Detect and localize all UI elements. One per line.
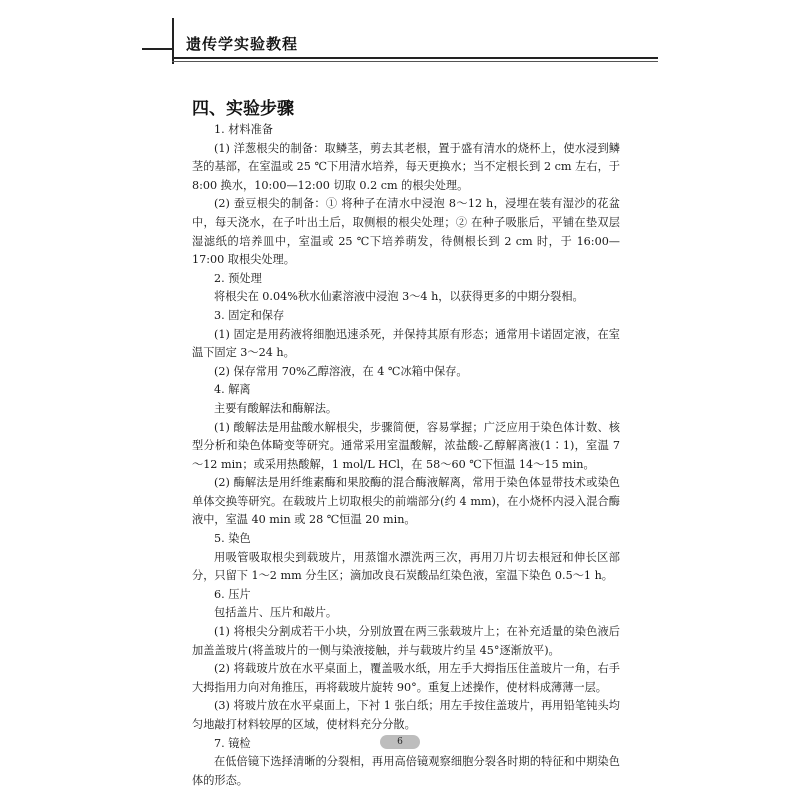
paragraph: 主要有酸解法和酶解法。 — [214, 401, 338, 415]
paragraph: 包括盖片、压片和敲片。 — [214, 606, 338, 620]
header-rule — [172, 57, 658, 59]
page-number-badge — [380, 735, 420, 749]
paragraph: (1) 将根尖分割成若干小块，分别放置在两三张载玻片上；在补充适量的染色液后加盖盖玻片(将盖玻片的一侧与染液接触，并与载玻片约呈 45°逐渐放平)。 — [192, 625, 620, 657]
paragraph: (2) 保存常用 70%乙醇溶液，在 4 ℃冰箱中保存。 — [214, 364, 468, 378]
step-heading: 1. 材料准备 — [214, 123, 273, 136]
paragraph: (1) 固定是用药液将细胞迅速杀死，并保持其原有形态；通常用卡诺固定液，在室温下固定 3～24 h。 — [192, 327, 620, 360]
page-number: 6 — [397, 737, 403, 747]
header-rule-thin — [172, 61, 658, 62]
step-heading: 4. 解离 — [214, 383, 251, 397]
header-left-rule — [142, 48, 174, 50]
paragraph: 将根尖在 0.04%秋水仙素溶液中浸泡 3～4 h，以获得更多的中期分裂相。 — [214, 290, 584, 304]
step-heading: 6. 压片 — [214, 587, 251, 601]
paragraph: (2) 酶解法是用纤维素酶和果胶酶的混合酶液解离，常用于染色体显带技术或染色单体交换等研究。在载玻片上切取根尖的前端部分(约 4 mm)，在小烧杯内浸入混合酶液中，室温 40 min 或 28 ℃恒温 20 min。 — [192, 476, 620, 527]
running-header-title: 遗传学实验教程 — [186, 35, 299, 53]
section-title: 四、实验步骤 — [192, 99, 294, 119]
body-text — [192, 121, 620, 790]
step-heading: 3. 固定和保存 — [214, 308, 285, 322]
step-heading: 5. 染色 — [214, 532, 251, 546]
paragraph: (1) 洋葱根尖的制备：取鳞茎，剪去其老根，置于盛有清水的烧杯上，使水浸到鳞茎的基部，在室温或 25 ℃下用清水培养，每天更换水；当不定根长到 2 cm 左右，于 8:00 换水，10:00—12:00 切取 0.2 cm 的根尖处理。 — [192, 141, 620, 192]
paragraph: 用吸管吸取根尖到载玻片，用蒸馏水漂洗两三次，再用刀片切去根冠和伸长区部分，只留下 1～2 mm 分生区；滴加改良石炭酸品红染色液，室温下染色 0.5～1 h。 — [192, 550, 620, 583]
paragraph: 在低倍镜下选择清晰的分裂相，再用高倍镜观察细胞分裂各时期的特征和中期染色体的形态。 — [192, 755, 620, 787]
paragraph: (3) 将玻片放在水平桌面上，下衬 1 张白纸；用左手按住盖玻片，再用铅笔钝头均匀地敲打材料较厚的区域，使材料充分分散。 — [192, 699, 620, 731]
paragraph: (2) 将载玻片放在水平桌面上，覆盖吸水纸，用左手大拇指压住盖玻片一角，右手大拇指用力向对角推压，再将载玻片旋转 90°。重复上述操作，使材料成薄薄一层。 — [192, 662, 620, 694]
paragraph: (2) 蚕豆根尖的制备：① 将种子在清水中浸泡 8～12 h，浸埋在装有湿沙的花盆中，每天浇水，在子叶出土后，取侧根的根尖处理；② 在种子吸胀后，平铺在垫双层湿滤纸的培养皿中，室温或 25 ℃下培养萌发，待侧根长到 2 cm 时，于 16:00—17:00 取根尖处理。 — [192, 197, 620, 267]
step-heading: 2. 预处理 — [214, 271, 262, 285]
step-heading: 7. 镜检 — [214, 736, 251, 750]
paragraph: (1) 酸解法是用盐酸水解根尖，步骤简便，容易掌握；广泛应用于染色体计数、核型分析和染色体畸变等研究。通常采用室温酸解，浓盐酸-乙醇解离液(1∶1)，室温 7～12 min；或采用热酸解，1 mol/L HCl，在 58～60 ℃下恒温 14～15 min。 — [192, 420, 620, 471]
